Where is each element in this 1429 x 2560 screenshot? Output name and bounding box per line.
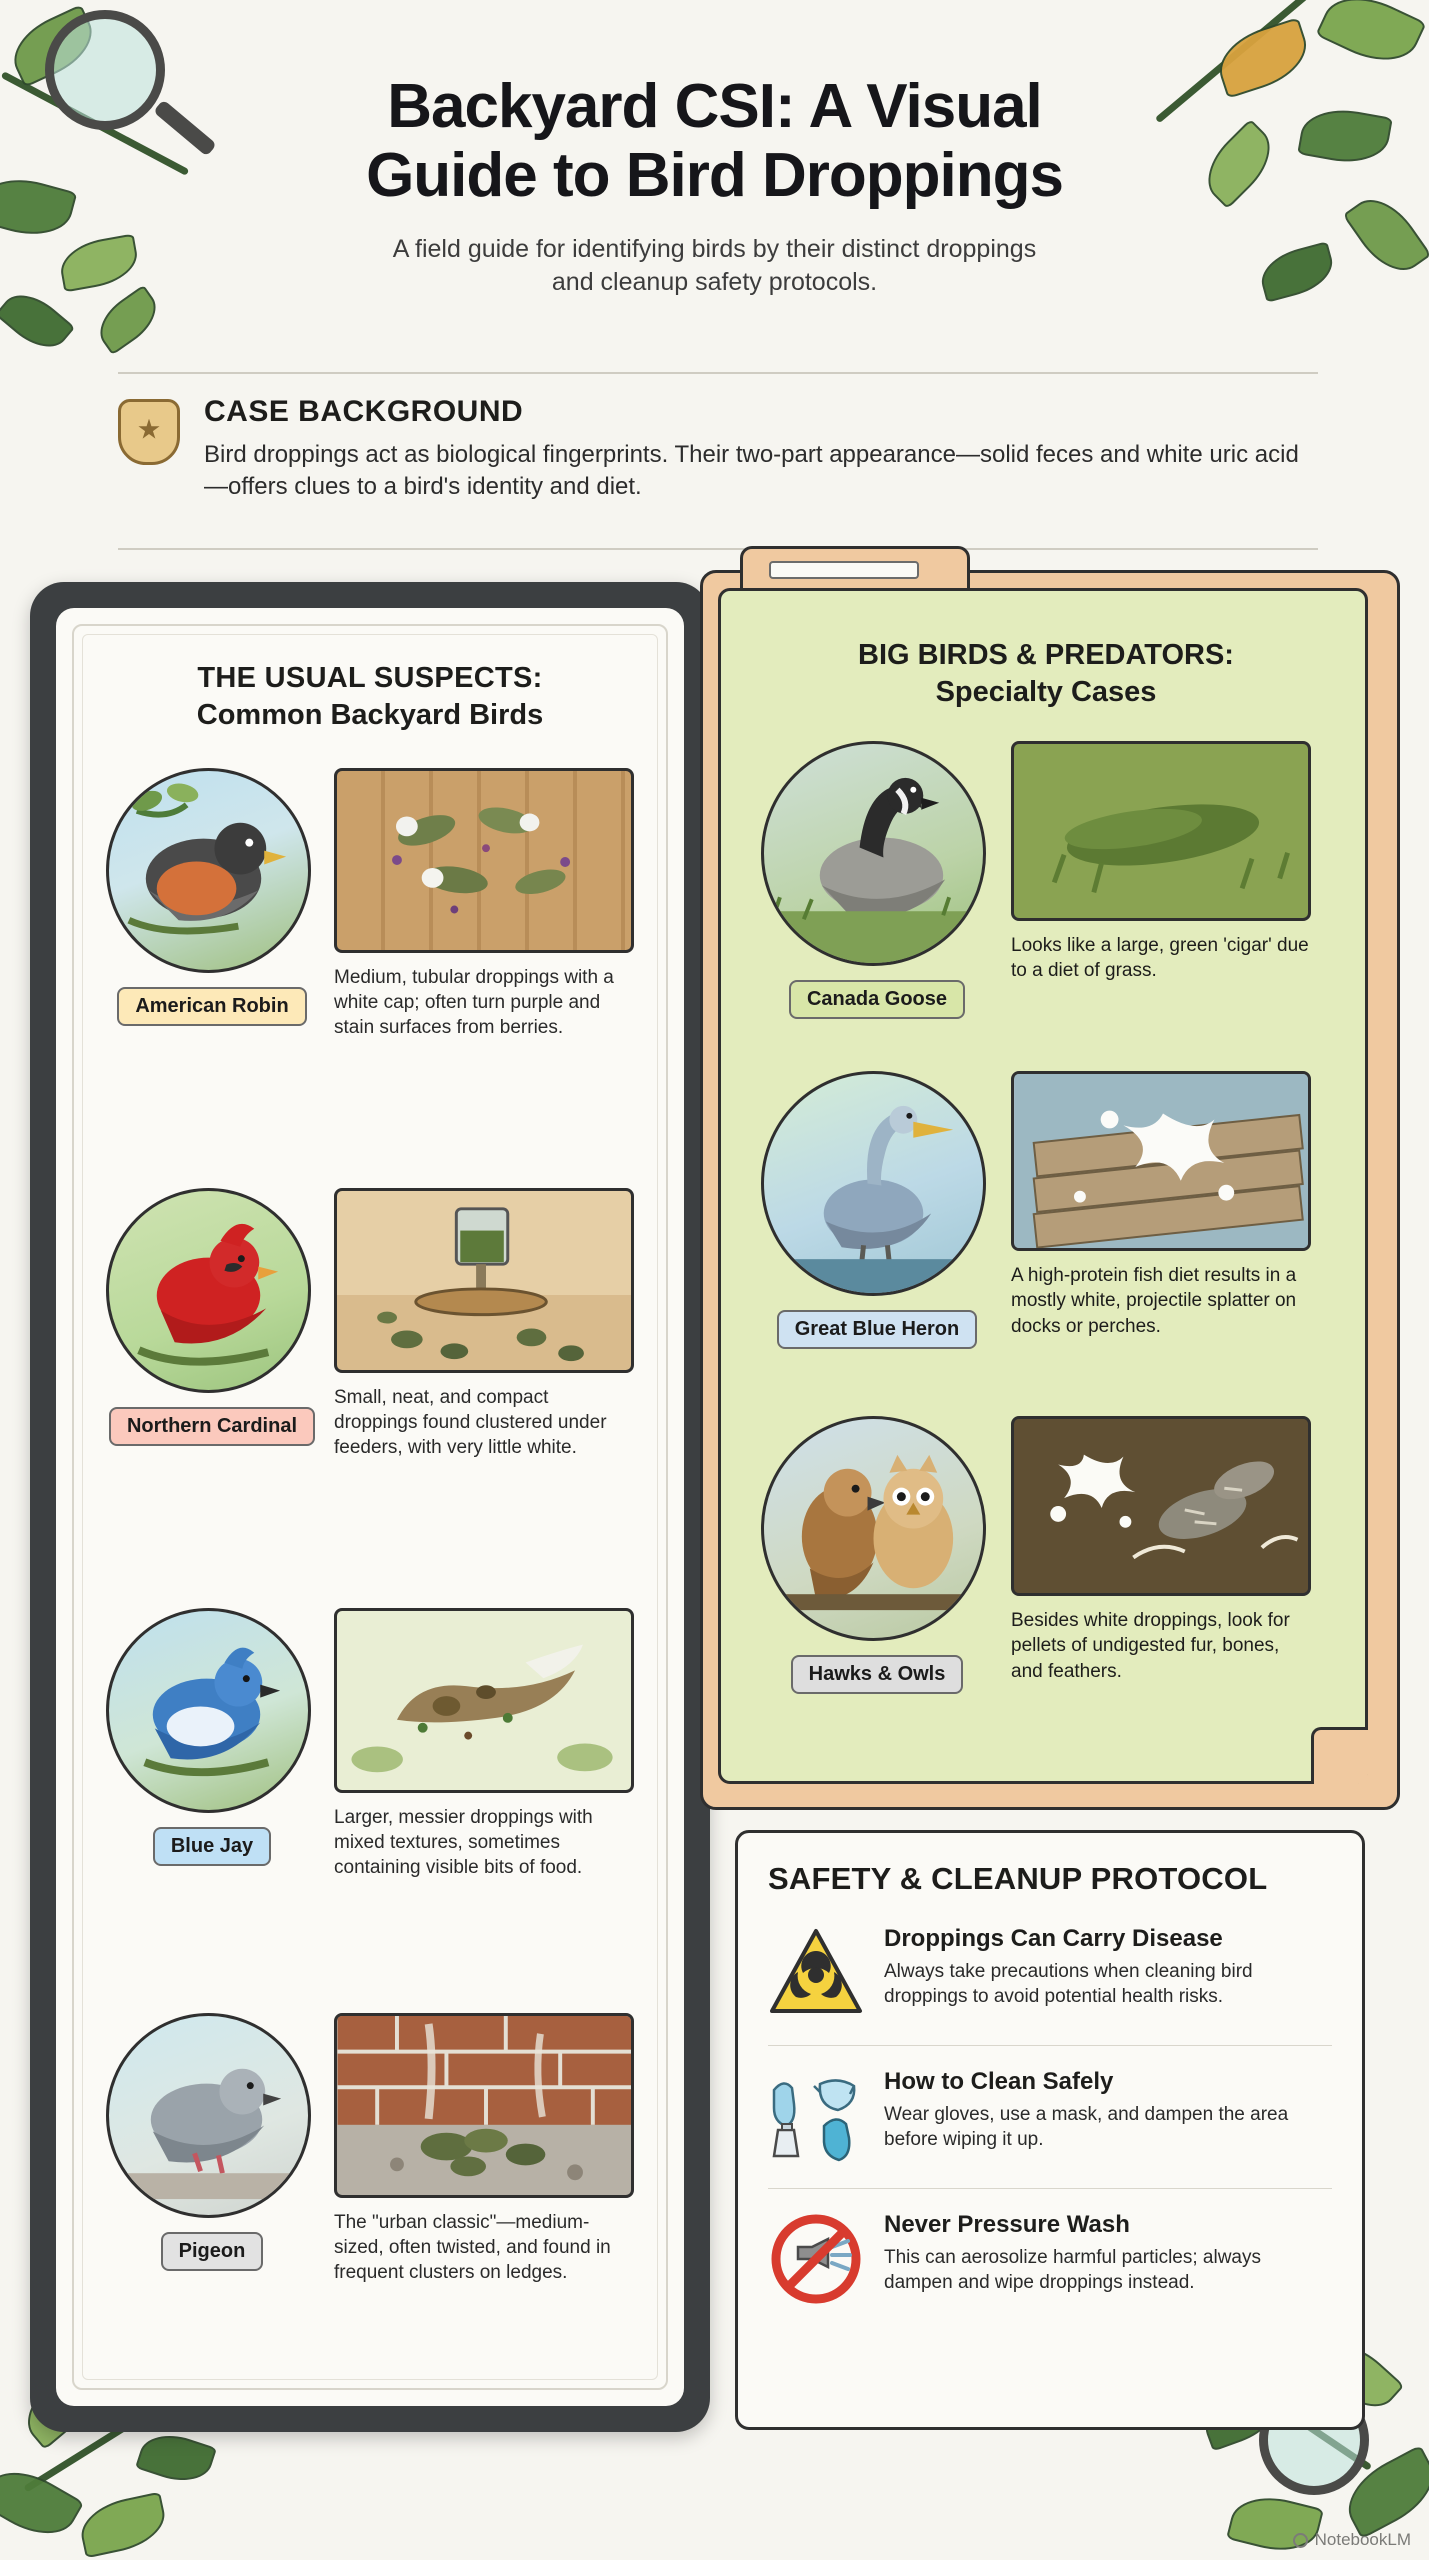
page-title-line1: Backyard CSI: A Visual bbox=[387, 72, 1042, 141]
robin-description: Medium, tubular droppings with a white cap; often turn purple and stain surfaces from berries. bbox=[334, 967, 614, 1039]
safety-title-no-pressure-wash: Never Pressure Wash bbox=[884, 2211, 1130, 2238]
blue-jay-droppings-illustration bbox=[337, 1611, 634, 1793]
goose-illustration bbox=[764, 744, 983, 963]
canada-goose-photo bbox=[761, 741, 986, 966]
bird-name-pill-goose: Canada Goose bbox=[789, 980, 965, 1019]
safety-body-clean-safely: Wear gloves, use a mask, and dampen the area before wiping it up. bbox=[884, 2104, 1289, 2151]
safety-body-disease: Always take precautions when cleaning bird droppings to avoid potential health risks. bbox=[884, 1961, 1253, 2008]
notebooklm-label: NotebookLM bbox=[1314, 2530, 1411, 2549]
safety-heading: SAFETY & CLEANUP PROTOCOL bbox=[768, 1861, 1268, 1896]
safety-title-clean-safely: How to Clean Safely bbox=[884, 2068, 1114, 2095]
blue-jay-illustration bbox=[109, 1611, 308, 1810]
robin-droppings-illustration bbox=[337, 771, 634, 953]
heron-description: A high-protein fish diet results in a mostly white, projectile splatter on docks or perches. bbox=[1011, 1265, 1297, 1337]
case-divider bbox=[118, 548, 1318, 550]
page-header bbox=[0, 0, 1429, 299]
cardinal-feeder-illustration bbox=[337, 1191, 634, 1373]
hawk-and-owl-photo bbox=[761, 1416, 986, 1641]
bird-name-pill-pigeon: Pigeon bbox=[161, 2232, 264, 2271]
pigeon-droppings-illustration bbox=[337, 2016, 634, 2198]
hawks-owls-description: Besides white droppings, look for pellets of undigested fur, bones, and feathers. bbox=[1011, 1610, 1290, 1682]
owl-pellets-and-droppings-photo bbox=[1011, 1416, 1311, 1596]
case-background-heading: CASE BACKGROUND bbox=[204, 395, 524, 428]
cardinal-illustration bbox=[109, 1191, 308, 1390]
bird-entry-bluejay bbox=[106, 1608, 646, 1880]
specialty-heading-line1: BIG BIRDS & PREDATORS: bbox=[858, 639, 1234, 671]
safety-cleanup-card bbox=[735, 1830, 1365, 2430]
bird-name-pill-bluejay: Blue Jay bbox=[153, 1827, 271, 1866]
blue-jay-description: Larger, messier droppings with mixed textures, sometimes containing visible bits of food. bbox=[334, 1807, 593, 1879]
no-pressure-wash-icon bbox=[768, 2211, 864, 2307]
northern-cardinal-photo bbox=[106, 1188, 311, 1393]
specialty-heading-line2: Specialty Cases bbox=[935, 676, 1157, 708]
page-subtitle-line1: A field guide for identifying birds by their distinct droppings bbox=[392, 234, 1037, 263]
heron-splatter-on-dock-photo bbox=[1011, 1071, 1311, 1251]
bird-name-pill-robin: American Robin bbox=[117, 987, 306, 1026]
cardinal-droppings-under-feeder-photo bbox=[334, 1188, 634, 1373]
bird-name-pill-hawks-owls: Hawks & Owls bbox=[791, 1655, 964, 1694]
notebooklm-watermark bbox=[1293, 2530, 1411, 2550]
safety-body-no-pressure-wash: This can aerosolize harmful particles; always dampen and wipe droppings instead. bbox=[884, 2247, 1261, 2294]
bird-name-pill-heron: Great Blue Heron bbox=[777, 1310, 977, 1349]
case-background-body: Bird droppings act as biological fingerprints. Their two-part appearance—solid feces and white uric acid—offers clues to a bird's identity and diet. bbox=[204, 441, 1299, 501]
specialty-cases-heading bbox=[721, 639, 1371, 709]
pigeon-photo bbox=[106, 2013, 311, 2218]
folder-sheet bbox=[718, 588, 1368, 1784]
great-blue-heron-photo bbox=[761, 1071, 986, 1296]
american-robin-photo bbox=[106, 768, 311, 973]
heron-splatter-illustration bbox=[1014, 1074, 1311, 1251]
biohazard-warning-icon bbox=[768, 1925, 864, 2021]
prohibition-svg bbox=[768, 2211, 864, 2307]
goose-description: Looks like a large, green 'cigar' due to a diet of grass. bbox=[1011, 935, 1309, 982]
case-background-section bbox=[118, 395, 1318, 504]
bird-name-pill-cardinal: Northern Cardinal bbox=[109, 1407, 315, 1446]
biohazard-triangle-svg bbox=[768, 1925, 864, 2021]
bird-entry-hawks-owls bbox=[761, 1416, 1341, 1694]
safety-item-disease bbox=[768, 1903, 1332, 2039]
usual-suspects-sheet bbox=[56, 608, 684, 2406]
goose-dropping-on-grass-photo bbox=[1011, 741, 1311, 921]
page-subtitle-line2: and cleanup safety protocols. bbox=[551, 267, 878, 296]
folder-tab-label-slot bbox=[769, 561, 919, 579]
page-title-line2: Guide to Bird Droppings bbox=[366, 141, 1063, 211]
blue-jay-photo bbox=[106, 1608, 311, 1813]
usual-suspects-heading-line2: Common Backyard Birds bbox=[196, 699, 544, 731]
heron-illustration bbox=[764, 1074, 983, 1293]
bird-entry-canada-goose bbox=[761, 741, 1341, 1019]
robin-illustration bbox=[109, 771, 308, 970]
pigeon-droppings-on-brick-photo bbox=[334, 2013, 634, 2198]
blue-jay-droppings-photo bbox=[334, 1608, 634, 1793]
pigeon-illustration bbox=[109, 2016, 308, 2215]
bird-entry-pigeon bbox=[106, 2013, 646, 2285]
goose-dropping-illustration bbox=[1014, 744, 1311, 921]
cardinal-description: Small, neat, and compact droppings found clustered under feeders, with very little white. bbox=[334, 1387, 607, 1459]
hawk-owl-illustration bbox=[764, 1419, 983, 1638]
gloves-mask-spray-icon bbox=[768, 2068, 864, 2164]
usual-suspects-heading-line1: THE USUAL SUSPECTS: bbox=[197, 662, 543, 694]
robin-droppings-on-fence-photo bbox=[334, 768, 634, 953]
usual-suspects-heading bbox=[56, 662, 684, 732]
folder-tab bbox=[740, 546, 970, 592]
header-divider bbox=[118, 372, 1318, 374]
safety-item-no-pressure-wash bbox=[768, 2188, 1332, 2325]
owl-pellets-illustration bbox=[1014, 1419, 1311, 1596]
bird-entry-heron bbox=[761, 1071, 1341, 1349]
notebooklm-logo-icon bbox=[1293, 2533, 1308, 2548]
ppe-svg bbox=[768, 2068, 864, 2164]
specialty-cases-folder bbox=[700, 570, 1400, 1810]
safety-item-clean-safely bbox=[768, 2045, 1332, 2182]
safety-title-disease: Droppings Can Carry Disease bbox=[884, 1925, 1223, 1952]
pigeon-description: The "urban classic"—medium-sized, often twisted, and found in frequent clusters on ledges. bbox=[334, 2212, 611, 2284]
police-badge-icon bbox=[118, 399, 180, 465]
bird-entry-robin bbox=[106, 768, 646, 1040]
bird-entry-cardinal bbox=[106, 1188, 646, 1460]
usual-suspects-panel bbox=[30, 582, 710, 2432]
